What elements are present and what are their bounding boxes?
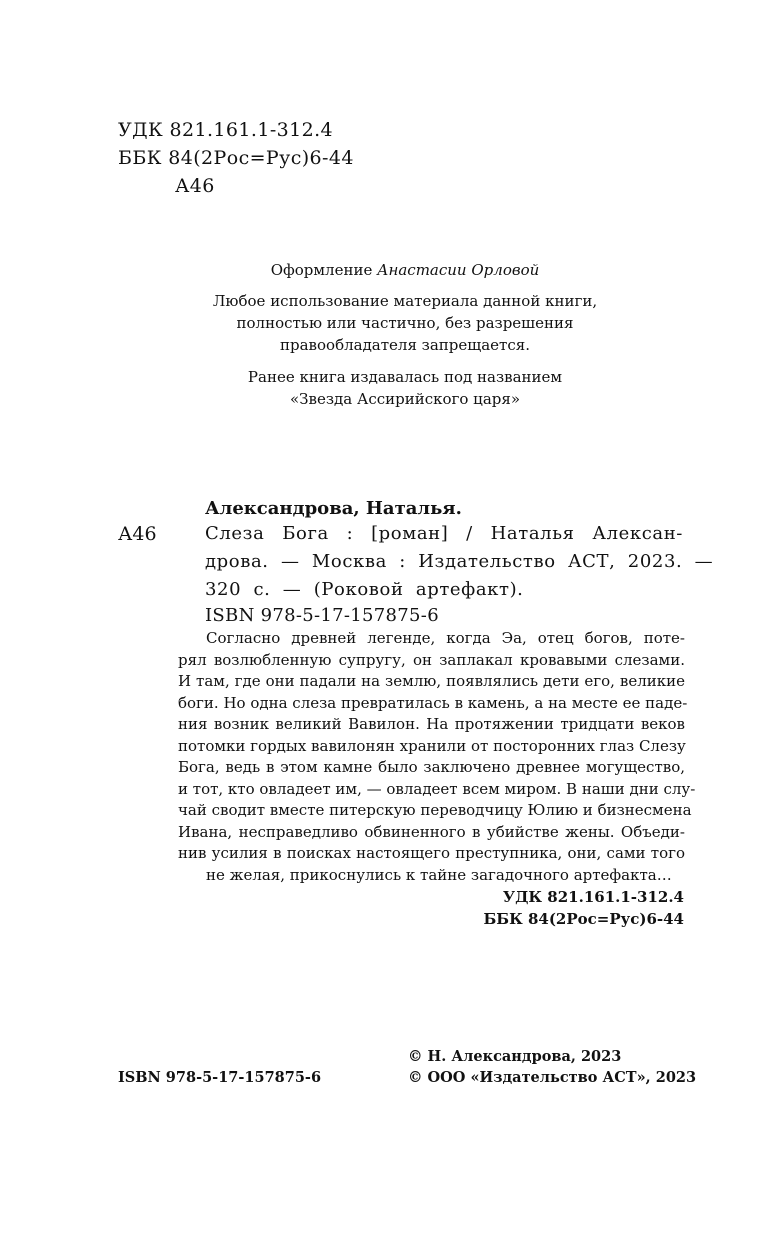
annotation-line: не желая, прикоснулись к тайне загадочного артефакта… — [206, 865, 672, 884]
rights-notice — [160, 290, 650, 356]
description-line: дрова. — Москва : Издательство АСТ, 2023. — — [205, 551, 714, 572]
annotation-line: нив усилия в поисках настоящего преступника, они, сами того — [178, 844, 685, 862]
catalog-author: Александрова, Наталья. — [205, 498, 462, 519]
bottom-udk: УДК 821.161.1-312.4 — [502, 888, 684, 906]
copyright-author: © Н. Александрова, 2023 — [408, 1048, 622, 1065]
designer-name: Анастасии Орловой — [377, 261, 540, 279]
annotation-line: И там, где они падали на землю, появлялись дети его, великие — [178, 672, 685, 690]
rights-line: правообладателя запрещается. — [280, 336, 530, 354]
catalog-description-cont — [205, 548, 714, 576]
copyright-publisher: © ООО «Издательство АСТ», 2023 — [408, 1069, 697, 1086]
design-credit — [160, 259, 650, 281]
catalog-description — [205, 520, 683, 548]
annotation-line: и тот, кто овладеет им, — овладеет всем миром. В наши дни слу- — [178, 779, 696, 798]
annotation-line: Ивана, несправедливо обвиненного в убийстве жены. Объеди- — [178, 822, 685, 841]
previous-title-line: Ранее книга издавалась под названием — [247, 368, 563, 386]
annotation-line: рял возлюбленную супругу, он заплакал кровавыми слезами. — [178, 650, 685, 669]
previous-title-line: «Звезда Ассирийского царя» — [289, 390, 521, 408]
annotation — [178, 628, 696, 886]
annotation-line: ния возник великий Вавилон. На протяжении тридцати веков — [178, 715, 685, 733]
bottom-bbk: ББК 84(2Рос=Рус)6-44 — [483, 910, 684, 928]
annotation-line: боги. Но одна слеза превратилась в камень, а на месте ее паде- — [178, 693, 688, 712]
previous-title-note — [160, 366, 650, 410]
annotation-line: чай сводит вместе питерскую переводчицу Юлию и бизнесмена — [178, 801, 692, 819]
annotation-line: Согласно древней легенде, когда Эа, отец богов, поте- — [206, 629, 685, 647]
annotation-line: потомки гордых вавилонян хранили от посторонних глаз Слезу — [178, 736, 686, 755]
description-line: 320 с. — (Роковой артефакт). — [205, 579, 524, 600]
description-line: Слеза Бога : [роман] / Наталья Алексан- — [205, 523, 683, 544]
bbk-code: ББК 84(2Рос=Рус)6-44 — [118, 147, 354, 169]
rights-line: полностью или частично, без разрешения — [236, 314, 574, 332]
footer-isbn: ISBN 978-5-17-157875-6 — [118, 1069, 322, 1086]
udk-code: УДК 821.161.1-312.4 — [118, 119, 334, 141]
annotation-line: Бога, ведь в этом камне было заключено древнее могущество, — [178, 758, 685, 776]
rights-line: Любое использование материала данной книги, — [212, 292, 598, 310]
catalog-code: А46 — [118, 523, 157, 545]
design-label: Оформление — [270, 261, 373, 279]
catalog-isbn: ISBN 978-5-17-157875-6 — [205, 605, 439, 626]
author-mark: А46 — [175, 175, 215, 197]
